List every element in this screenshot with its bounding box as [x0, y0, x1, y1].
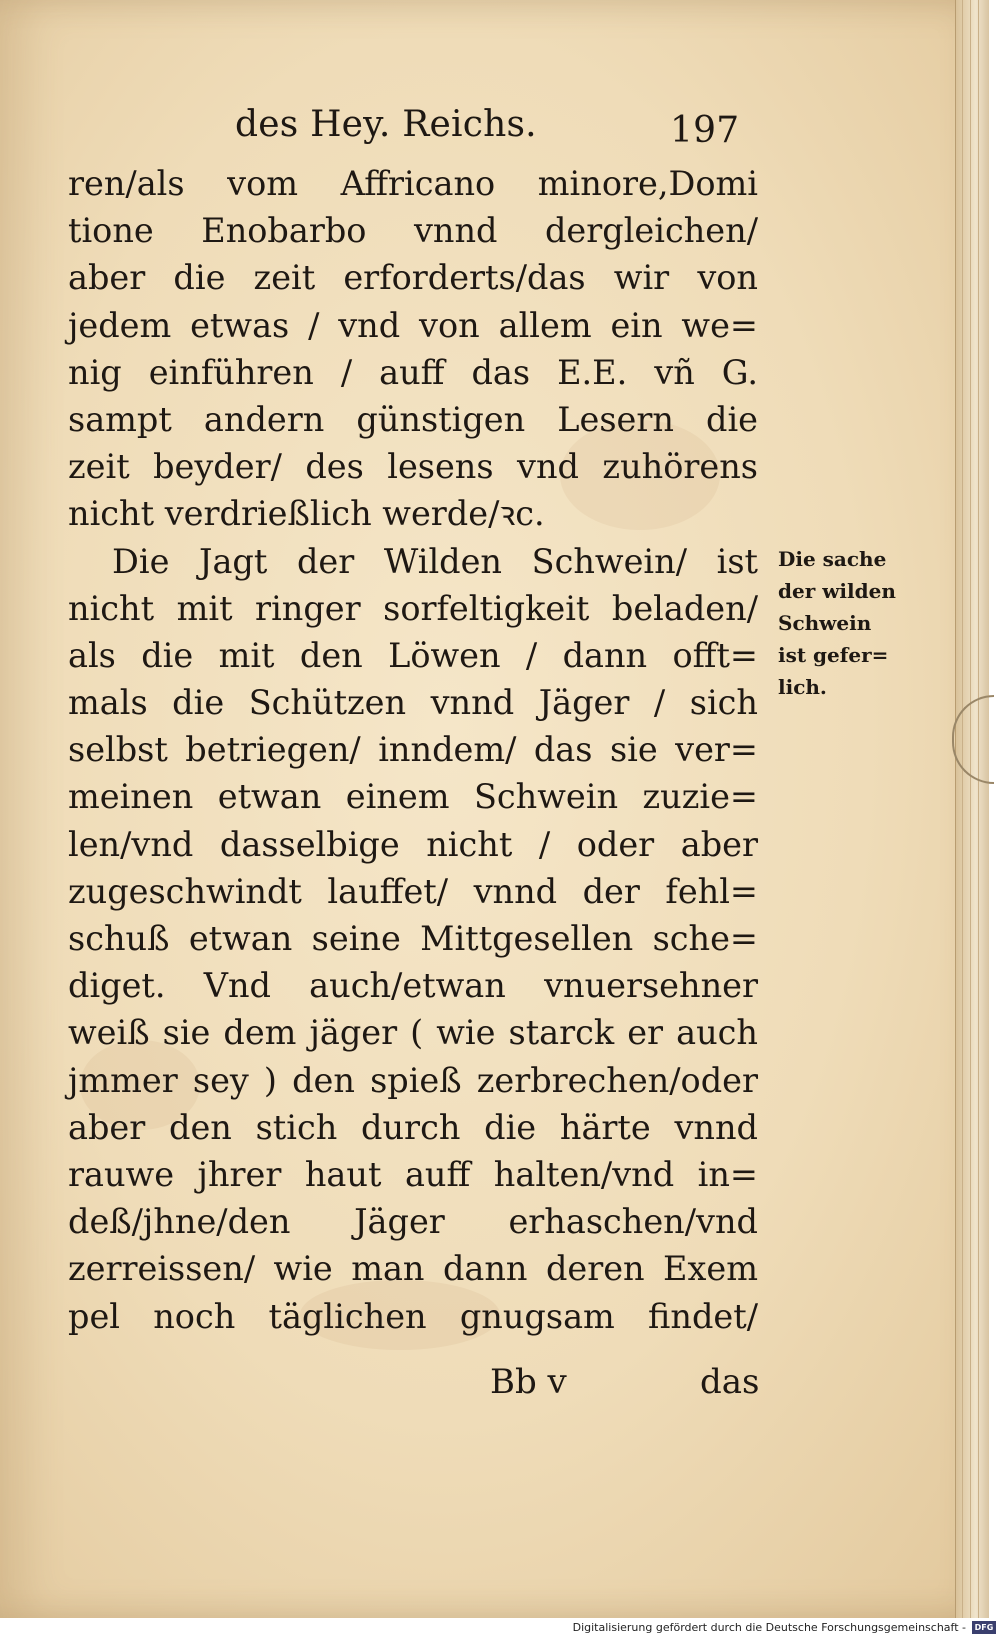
- marginal-line: ist gefer=: [778, 643, 889, 667]
- page-edge: [955, 0, 989, 1618]
- dfg-logo: DFG: [972, 1621, 996, 1634]
- text-line: deß/jhne/den Jäger erhaschen/vnd: [68, 1202, 758, 1242]
- text-line: sampt andern günstigen Lesern die: [68, 399, 758, 439]
- marginal-line: der wilden: [778, 579, 896, 603]
- body-text: [68, 160, 758, 1340]
- text-line: tione Enobarbo vnnd dergleichen/: [68, 211, 758, 251]
- marginal-note: [778, 543, 918, 703]
- marginal-line: Die sache: [778, 547, 887, 571]
- text-line: schuß etwan seine Mittgesellen sche=: [68, 919, 758, 958]
- text-line: aber den stich durch die härte vnnd: [68, 1107, 758, 1147]
- text-line: aber die zeit erforderts/das wir von: [68, 258, 758, 298]
- text-line: zeit beyder/ des lesens vnd zuhörens: [68, 447, 758, 487]
- text-line: als die mit den Löwen / dann offt=: [68, 635, 758, 675]
- text-line: nicht verdrießlich werde/ꝛc.: [68, 494, 545, 534]
- text-line: jedem etwas / vnd von allem ein we=: [68, 305, 758, 345]
- text-line: selbst betriegen/ inndem/ das sie ver=: [68, 730, 758, 770]
- text-line: weiß sie dem jäger ( wie starck er auch: [68, 1013, 758, 1053]
- marginal-line: lich.: [778, 675, 827, 699]
- text-line: pel noch täglichen gnugsam findet/: [68, 1296, 758, 1336]
- text-line: diget. Vnd auch/etwan vnuersehner: [68, 966, 758, 1006]
- text-line: jmmer sey ) den spieß zerbrechen/oder: [68, 1060, 758, 1100]
- text-line: nig einführen / auff das E.E. vñ G.: [68, 352, 758, 392]
- text-line: zugeschwindt lauffet/ vnnd der fehl=: [68, 871, 758, 911]
- page-footer-marks: [490, 1362, 770, 1412]
- text-line: mals die Schützen vnnd Jäger / sich: [68, 683, 758, 723]
- funding-credit: Digitalisierung gefördert durch die Deutsche Forschungsgemeinschaft -: [572, 1621, 966, 1634]
- catchword: das: [700, 1362, 760, 1402]
- signature-mark: Bb v: [490, 1362, 567, 1402]
- text-line: zerreissen/ wie man dann deren Exem: [68, 1249, 758, 1289]
- text-line: len/vnd dasselbige nicht / oder aber: [68, 824, 758, 864]
- marginal-line: Schwein: [778, 611, 872, 635]
- text-line: rauwe jhrer haut auff halten/vnd in=: [68, 1154, 758, 1194]
- running-head: des Hey. Reichs.: [235, 104, 537, 145]
- text-line: nicht mit ringer sorfeltigkeit beladen/: [68, 588, 758, 628]
- page-number: 197: [670, 110, 740, 151]
- text-line: ren/als vom Affricano minore,Domi: [68, 164, 758, 203]
- text-line: meinen etwan einem Schwein zuzie=: [68, 777, 758, 817]
- text-line: Die Jagt der Wilden Schwein/ ist: [112, 541, 758, 581]
